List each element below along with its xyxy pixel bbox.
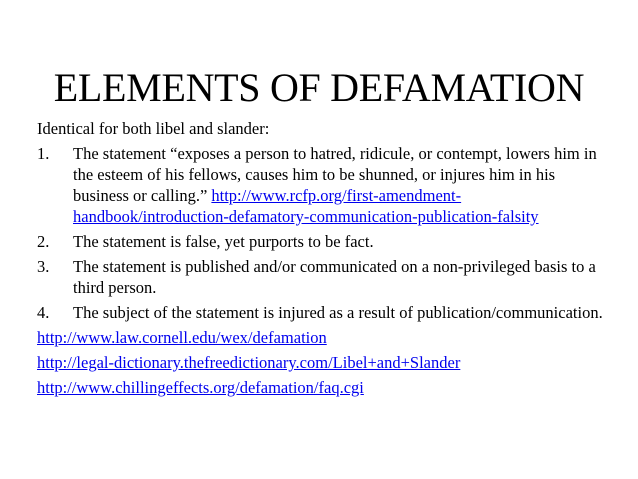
elements-list [37,143,612,323]
list-item-2 [37,231,612,252]
list-item-3 [37,256,612,298]
list-number: 2. [37,232,50,251]
list-item-1 [37,143,612,227]
slide-title: ELEMENTS OF DEFAMATION [53,64,585,110]
list-item-text: The statement is published and/or communicated on a non-privileged basis to a third person. [73,257,596,297]
list-item-text: The statement “exposes a person to hatred, ridicule, or contempt, lowers him in the esteem of his fellows, causes him to be shunned, or injures him in his business or calling.” [73,144,597,205]
list-number: 3. [37,257,50,276]
list-number: 4. [37,303,50,322]
rcfp-link[interactable]: http://www.rcfp.org/first-amendment-handbook/introduction-defamatory-communication-publication-falsity [73,186,539,226]
chillingeffects-link[interactable]: http://www.chillingeffects.org/defamation/faq.cgi [37,378,364,397]
list-item-text: The subject of the statement is injured as a result of publication/communication. [73,303,603,322]
legal-dictionary-link[interactable]: http://legal-dictionary.thefreedictionary.com/Libel+and+Slander [37,353,461,372]
list-number: 1. [37,144,50,163]
reference-links [37,327,612,398]
slide-body [37,118,612,402]
cornell-link[interactable]: http://www.law.cornell.edu/wex/defamation [37,328,327,347]
list-item-4 [37,302,612,323]
list-item-text: The statement is false, yet purports to be fact. [73,232,374,251]
intro-text: Identical for both libel and slander: [37,119,270,138]
